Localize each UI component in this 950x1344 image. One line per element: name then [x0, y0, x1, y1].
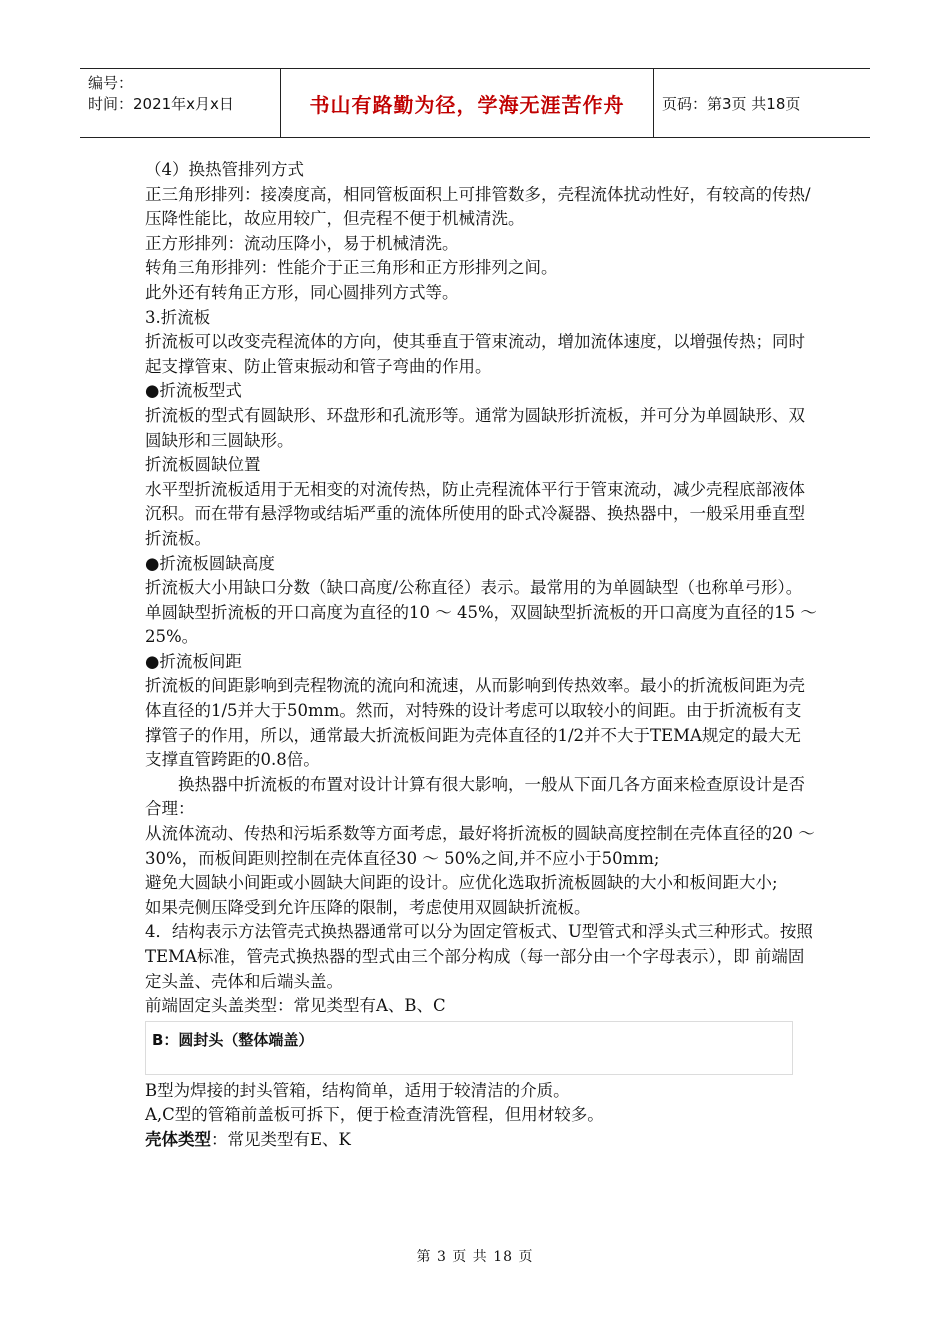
paragraph: 如果壳侧压降受到允许压降的限制，考虑使用双圆缺折流板。 — [145, 897, 591, 917]
paragraph: 折流板大小用缺口分数（缺口高度/公称直径）表示。最常用的为单圆缺型（也称单弓形）。单圆缺型折流板的开口高度为直径的10 ～ 45%，双圆缺型折流板的开口高度为直径的15 ～ 25%。 — [145, 578, 817, 647]
figure-caption: B：圆封头（整体端盖） — [152, 1030, 314, 1049]
paragraph: 正方形排列：流动压降小，易于机械清洗。 — [145, 233, 459, 253]
paragraph: 正三角形排列：接凑度高，相同管板面积上可排管数多，壳程流体扰动性好，有较高的传热/压降性能比，故应用较广，但壳程不便于机械清洗。 — [145, 184, 811, 229]
bullet-heading: ●折流板圆缺高度 — [145, 553, 275, 573]
paragraph: 折流板可以改变壳程流体的方向，使其垂直于管束流动，增加流体速度，以增强传热；同时起支撑管束、防止管束振动和管子弯曲的作用。 — [145, 332, 805, 376]
paragraph: 转角三角形排列：性能介于正三角形和正方形排列之间。 — [145, 258, 558, 278]
section-heading: 3.折流板 — [145, 307, 211, 327]
paragraph: 避免大圆缺小间距或小圆缺大间距的设计。应优化选取折流板圆缺的大小和板间距大小; — [145, 873, 778, 893]
paragraph: A,C型的管箱前盖板可拆下，便于检查清洗管程，但用材较多。 — [145, 1105, 604, 1125]
bullet-heading: ●折流板间距 — [145, 651, 242, 671]
bullet-heading: ●折流板型式 — [145, 381, 242, 401]
document-number-label: 编号： — [88, 74, 134, 92]
page-footer: 第 3 页 共 18 页 — [416, 1249, 534, 1265]
paragraph: 此外还有转角正方形，同心圆排列方式等。 — [145, 282, 459, 302]
document-body — [145, 158, 817, 1153]
paragraph: 前端固定头盖类型：常见类型有A、B、C — [145, 996, 446, 1016]
header-meta — [88, 73, 288, 115]
header-page-info: 页码：第3页 共18页 — [662, 94, 801, 113]
shell-type-text: ：常见类型有E、K — [211, 1129, 351, 1149]
subsection-heading: （4）换热管排列方式 — [145, 160, 304, 179]
paragraph: 从流体流动、传热和污垢系数等方面考虑，最好将折流板的圆缺高度控制在壳体直径的20 ～ 30%，而板间距则控制在壳体直径30 ～ 50%之间,并不应小于50mm; — [145, 824, 815, 868]
shell-type-label: 壳体类型 — [145, 1129, 211, 1149]
page-header — [80, 68, 870, 138]
document-date: 时间：2021年x月x日 — [88, 95, 234, 113]
subheading: 折流板圆缺位置 — [145, 455, 261, 475]
section-heading: 4．结构表示方法管壳式换热器通常可以分为固定管板式、U型管式和浮头式三种形式。按照TEMA标准，管壳式换热器的型式由三个部分构成（每一部分由一个字母表示），即 前端固定头盖、壳体和后端头盖。 — [145, 922, 813, 991]
header-motto: 书山有路勤为径，学海无涯苦作舟 — [280, 69, 654, 137]
paragraph: 水平型折流板适用于无相变的对流传热，防止壳程流体平行于管束流动，减少壳程底部液体沉积。而在带有悬浮物或结垢严重的流体所使用的卧式冷凝器、换热器中，一般采用垂直型折流板。 — [145, 479, 805, 548]
paragraph: B型为焊接的封头管箱，结构简单，适用于较清洁的介质。 — [145, 1080, 570, 1100]
paragraph: 折流板的型式有圆缺形、环盘形和孔流形等。通常为圆缺形折流板，并可分为单圆缺形、双圆缺形和三圆缺形。 — [145, 405, 805, 450]
paragraph: 换热器中折流板的布置对设计计算有很大影响，一般从下面几各方面来检查原设计是否合理： — [145, 774, 805, 819]
paragraph: 折流板的间距影响到壳程物流的流向和流速，从而影响到传热效率。最小的折流板间距为壳体直径的1/5并大于50mm。然而，对特殊的设计考虑可以取较小的间距。由于折流板有支撑管子的作用，所以，通常最大折流板间距为壳体直径的1/2并不大于TEMA规定的最大无支撑直管跨距的0.8倍。 — [145, 676, 805, 770]
figure-caption-box — [145, 1021, 793, 1075]
paragraph — [145, 1128, 817, 1153]
